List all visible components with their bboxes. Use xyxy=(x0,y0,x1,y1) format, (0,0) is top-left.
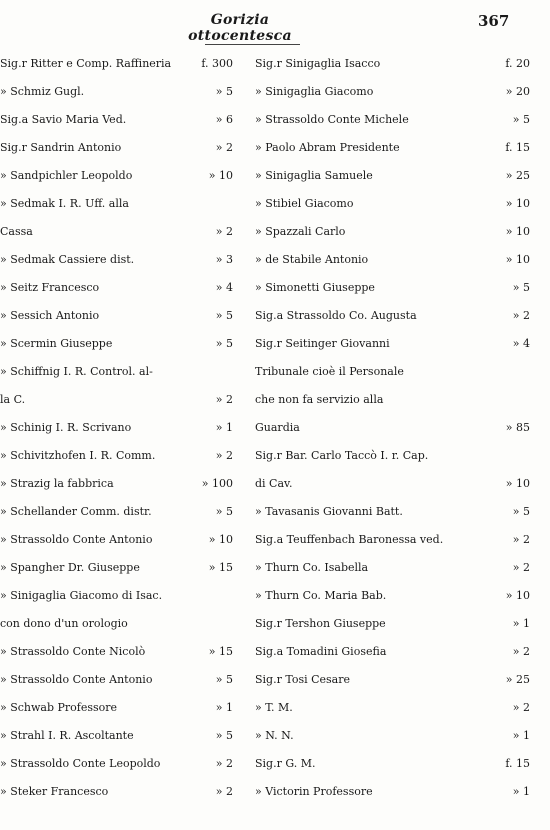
donor-name: » Schmiz Gugl. xyxy=(0,85,85,98)
donor-row xyxy=(0,50,265,78)
donor-name: Sig.r Sinigaglia Isacco xyxy=(255,57,381,70)
donor-row xyxy=(0,246,265,274)
donation-amount: » 1 xyxy=(215,701,233,714)
donor-name: » Tavasanis Giovanni Batt. xyxy=(255,505,403,518)
donor-name: Sig.r Ritter e Comp. Raffineria xyxy=(0,57,172,70)
donation-amount: f. 15 xyxy=(505,757,530,770)
donor-name: » de Stabile Antonio xyxy=(255,253,369,266)
donor-name: » Stibiel Giacomo xyxy=(255,197,354,210)
donation-amount: » 2 xyxy=(215,785,233,798)
donor-name: Sig.r Tershon Giuseppe xyxy=(255,617,386,630)
left-column xyxy=(0,50,265,806)
donor-name: la C. xyxy=(0,393,26,406)
donation-amount: f. 300 xyxy=(201,57,233,70)
donation-amount: » 2 xyxy=(512,645,530,658)
donor-row xyxy=(255,750,530,778)
donor-row xyxy=(255,722,530,750)
donor-row xyxy=(255,442,530,470)
donor-name: Guardia xyxy=(255,421,300,434)
donor-name: Sig.a Tomadini Giosefia xyxy=(255,645,387,658)
donor-row xyxy=(255,218,530,246)
donation-amount: » 10 xyxy=(505,197,530,210)
donor-row xyxy=(255,358,530,386)
donor-name: Sig.r G. M. xyxy=(255,757,316,770)
donation-amount: » 2 xyxy=(512,309,530,322)
donor-row xyxy=(255,498,530,526)
donor-name: » Spangher Dr. Giuseppe xyxy=(0,561,140,574)
donor-name: » Paolo Abram Presidente xyxy=(255,141,400,154)
donor-name: Sig.a Teuffenbach Baronessa ved. xyxy=(255,533,444,546)
donor-name: » Strassoldo Conte Antonio xyxy=(0,533,153,546)
donor-row xyxy=(255,330,530,358)
donor-row xyxy=(0,106,265,134)
donor-name: » Schinig I. R. Scrivano xyxy=(0,421,132,434)
donor-name: » Spazzali Carlo xyxy=(255,225,346,238)
donor-name: » Strassoldo Conte Antonio xyxy=(0,673,153,686)
donor-row xyxy=(255,554,530,582)
donor-row xyxy=(0,498,265,526)
donor-row xyxy=(0,358,265,386)
donor-name: » Thurn Co. Isabella xyxy=(255,561,369,574)
donor-row xyxy=(0,470,265,498)
donor-name: Sig.r Bar. Carlo Taccò I. r. Cap. xyxy=(255,449,429,462)
donor-name: » Simonetti Giuseppe xyxy=(255,281,375,294)
donor-name: Cassa xyxy=(0,225,33,238)
donor-row xyxy=(0,750,265,778)
donor-row xyxy=(0,778,265,806)
donation-amount: f. 20 xyxy=(505,57,530,70)
donation-amount: » 3 xyxy=(215,253,233,266)
donor-row xyxy=(0,638,265,666)
donation-amount: » 2 xyxy=(512,561,530,574)
donation-amount: » 5 xyxy=(512,281,530,294)
donor-name: » Sessich Antonio xyxy=(0,309,100,322)
page-title: Gorizia ottocentesca xyxy=(188,12,292,44)
donor-row xyxy=(0,610,265,638)
donation-amount: » 10 xyxy=(505,225,530,238)
donation-amount: » 5 xyxy=(215,505,233,518)
donation-amount: » 2 xyxy=(215,393,233,406)
donor-row xyxy=(0,190,265,218)
donor-row xyxy=(0,162,265,190)
donation-amount: » 5 xyxy=(215,309,233,322)
donor-name: » N. N. xyxy=(255,729,294,742)
donation-amount: » 1 xyxy=(512,785,530,798)
donor-row xyxy=(0,134,265,162)
donor-name: » Strassoldo Conte Leopoldo xyxy=(0,757,161,770)
donor-row xyxy=(255,414,530,442)
donation-amount: » 4 xyxy=(215,281,233,294)
donor-row xyxy=(0,330,265,358)
donor-row xyxy=(255,246,530,274)
donor-name: di Cav. xyxy=(255,477,293,490)
donation-amount: » 2 xyxy=(215,141,233,154)
donation-amount: » 25 xyxy=(505,169,530,182)
donor-row xyxy=(255,778,530,806)
donation-amount: » 100 xyxy=(201,477,233,490)
donor-name: » Thurn Co. Maria Bab. xyxy=(255,589,387,602)
donation-amount: » 20 xyxy=(505,85,530,98)
donor-name: Tribunale cioè il Personale xyxy=(255,365,404,378)
donor-name: » Schwab Professore xyxy=(0,701,118,714)
donor-row xyxy=(255,470,530,498)
donation-amount: » 5 xyxy=(215,337,233,350)
donor-name: » Seitz Francesco xyxy=(0,281,100,294)
donor-row xyxy=(255,78,530,106)
donor-row xyxy=(255,610,530,638)
donation-amount: » 25 xyxy=(505,673,530,686)
donation-amount: » 10 xyxy=(505,253,530,266)
donor-row xyxy=(0,666,265,694)
donor-row xyxy=(0,442,265,470)
donation-amount: » 10 xyxy=(505,477,530,490)
donor-name: » Scermin Giuseppe xyxy=(0,337,113,350)
donation-amount: f. 15 xyxy=(505,141,530,154)
donor-name: che non fa servizio alla xyxy=(255,393,384,406)
donor-row xyxy=(255,386,530,414)
donor-row xyxy=(0,274,265,302)
donation-amount: » 2 xyxy=(215,757,233,770)
donation-amount: » 85 xyxy=(505,421,530,434)
right-column xyxy=(255,50,530,806)
donor-row xyxy=(255,666,530,694)
donor-row xyxy=(0,582,265,610)
donor-row xyxy=(0,526,265,554)
donor-row xyxy=(0,386,265,414)
donation-amount: » 2 xyxy=(215,449,233,462)
donor-row xyxy=(0,694,265,722)
donor-row xyxy=(255,134,530,162)
donor-name: » T. M. xyxy=(255,701,293,714)
donation-amount: » 5 xyxy=(215,729,233,742)
donor-row xyxy=(255,638,530,666)
donor-name: » Strassoldo Conte Michele xyxy=(255,113,409,126)
donor-name: » Sedmak I. R. Uff. alla xyxy=(0,197,129,210)
donor-name: » Sinigaglia Giacomo xyxy=(255,85,374,98)
donation-amount: » 1 xyxy=(512,617,530,630)
donor-row xyxy=(255,190,530,218)
donor-name: con dono d'un orologio xyxy=(0,617,128,630)
donation-amount: » 5 xyxy=(512,505,530,518)
donation-amount: » 5 xyxy=(215,85,233,98)
page-number: 367 xyxy=(478,12,510,30)
donor-row xyxy=(0,554,265,582)
donation-amount: » 2 xyxy=(512,701,530,714)
donation-amount: » 10 xyxy=(208,533,233,546)
donor-name: » Schiffnig I. R. Control. al- xyxy=(0,365,153,378)
page-header xyxy=(0,12,550,44)
donor-name: » Sandpichler Leopoldo xyxy=(0,169,133,182)
donation-amount: » 2 xyxy=(215,225,233,238)
donor-name: Sig.r Sandrin Antonio xyxy=(0,141,122,154)
donation-amount: » 5 xyxy=(215,673,233,686)
donor-row xyxy=(255,526,530,554)
donor-name: » Sedmak Cassiere dist. xyxy=(0,253,135,266)
donation-amount: » 2 xyxy=(512,533,530,546)
donation-amount: » 10 xyxy=(208,169,233,182)
donor-name: » Strazig la fabbrica xyxy=(0,477,114,490)
donor-row xyxy=(255,50,530,78)
donor-name: » Steker Francesco xyxy=(0,785,109,798)
donor-row xyxy=(0,302,265,330)
donor-row xyxy=(255,302,530,330)
donor-row xyxy=(0,722,265,750)
donation-amount: » 15 xyxy=(208,645,233,658)
donation-amount: » 1 xyxy=(215,421,233,434)
donor-row xyxy=(0,78,265,106)
donor-name: » Schellander Comm. distr. xyxy=(0,505,152,518)
donor-row xyxy=(255,274,530,302)
donor-name: » Sinigaglia Samuele xyxy=(255,169,373,182)
donor-name: » Sinigaglia Giacomo di Isac. xyxy=(0,589,163,602)
donor-row xyxy=(255,106,530,134)
donation-amount: » 10 xyxy=(505,589,530,602)
donor-name: Sig.a Strassoldo Co. Augusta xyxy=(255,309,417,322)
donor-row xyxy=(0,218,265,246)
donor-row xyxy=(255,694,530,722)
donor-name: » Strahl I. R. Ascoltante xyxy=(0,729,134,742)
donor-name: » Schivitzhofen I. R. Comm. xyxy=(0,449,156,462)
donor-row xyxy=(0,414,265,442)
donation-amount: » 15 xyxy=(208,561,233,574)
title-underline xyxy=(205,44,300,45)
donation-amount: » 1 xyxy=(512,729,530,742)
donation-amount: » 5 xyxy=(512,113,530,126)
donation-amount: » 4 xyxy=(512,337,530,350)
donor-name: » Victorin Professore xyxy=(255,785,373,798)
donor-name: Sig.a Savio Maria Ved. xyxy=(0,113,127,126)
donor-row xyxy=(255,582,530,610)
donor-name: Sig.r Seitinger Giovanni xyxy=(255,337,390,350)
donation-amount: » 6 xyxy=(215,113,233,126)
donor-name: Sig.r Tosi Cesare xyxy=(255,673,351,686)
donor-row xyxy=(255,162,530,190)
donor-name: » Strassoldo Conte Nicolò xyxy=(0,645,146,658)
